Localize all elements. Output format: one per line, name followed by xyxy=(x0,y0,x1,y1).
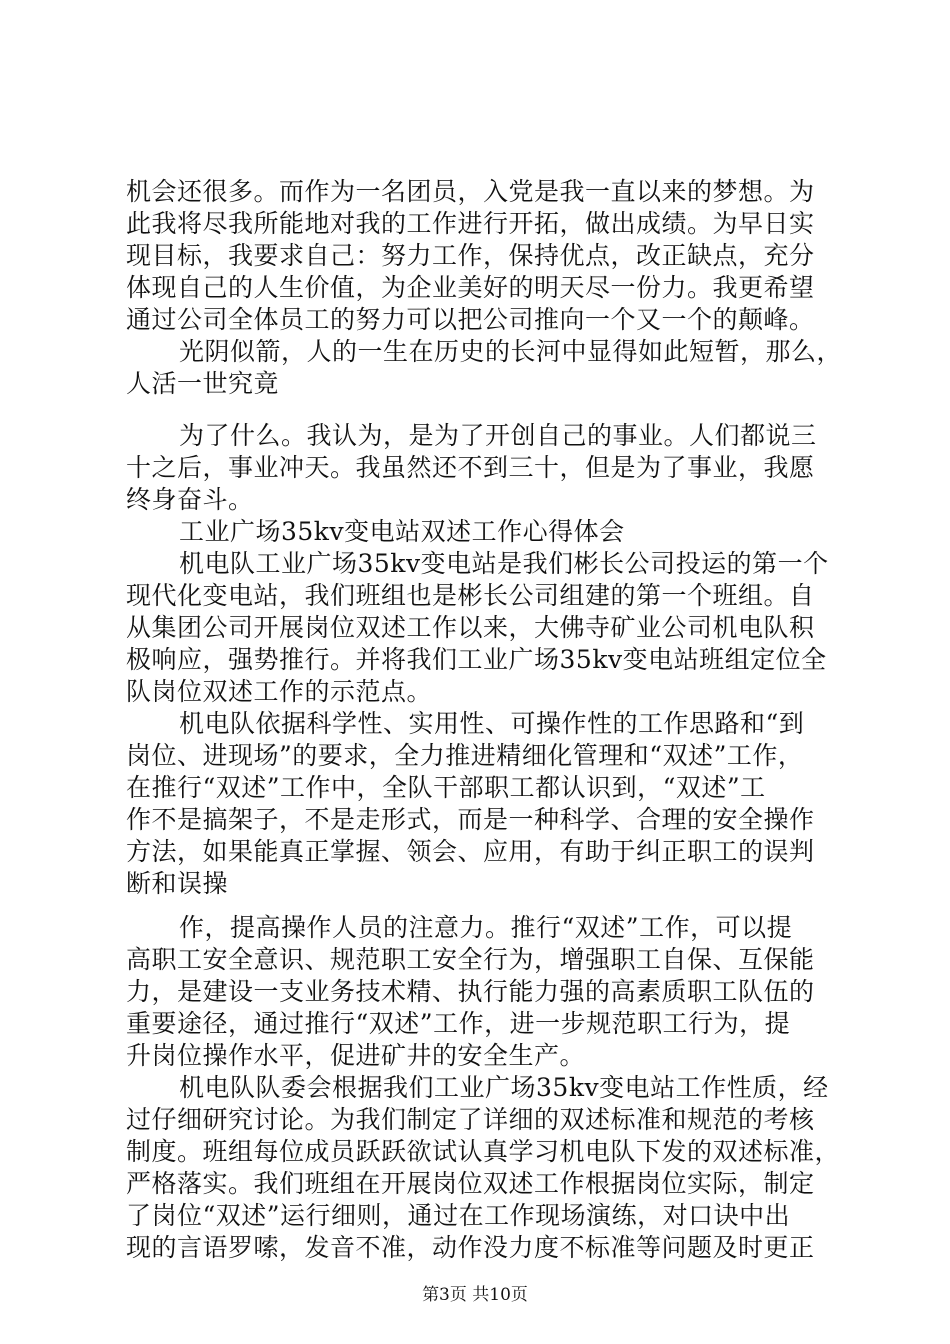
text-line: 严格落实。我们班组在开展岗位双述工作根据岗位实际，制定 xyxy=(126,1169,815,1198)
text-line: 力，是建设一支业务技术精、执行能力强的高素质职工队伍的 xyxy=(126,977,815,1006)
text-line: 为了什么。我认为，是为了开创自己的事业。人们都说三 xyxy=(179,421,817,450)
text-line: 极响应，强势推行。并将我们工业广场35kv变电站班组定位全 xyxy=(126,645,827,674)
text-line: 现的言语罗嗦，发音不准，动作没力度不标准等问题及时更正 xyxy=(126,1233,815,1262)
text-line: 制度。班组每位成员跃跃欲试认真学习机电队下发的双述标准， xyxy=(126,1137,841,1166)
text-line: 升岗位操作水平，促进矿井的安全生产。 xyxy=(126,1041,586,1070)
text-line: 作，提高操作人员的注意力。推行“双述”工作，可以提 xyxy=(179,913,793,942)
text-line: 机电队依据科学性、实用性、可操作性的工作思路和“到 xyxy=(179,709,805,738)
text-line: 岗位、进现场”的要求，全力推进精细化管理和“双述”工作， xyxy=(126,741,804,770)
text-line: 队岗位双述工作的示范点。 xyxy=(126,677,433,706)
text-line: 了岗位“双述”运行细则，通过在工作现场演练，对口诀中出 xyxy=(126,1201,791,1230)
text-line: 人活一世究竟 xyxy=(126,369,280,398)
text-line: 在推行“双述”工作中，全队干部职工都认识到，“双述”工 xyxy=(126,773,766,802)
text-line: 重要途径，通过推行“双述”工作，进一步规范职工行为，提 xyxy=(126,1009,791,1038)
text-line: 过仔细研究讨论。为我们制定了详细的双述标准和规范的考核 xyxy=(126,1105,815,1134)
text-line: 光阴似箭，人的一生在历史的长河中显得如此短暂，那么， xyxy=(179,337,843,366)
text-line: 高职工安全意识、规范职工安全行为，增强职工自保、互保能 xyxy=(126,945,815,974)
text-line: 机会还很多。而作为一名团员，入党是我一直以来的梦想。为 xyxy=(126,177,815,206)
text-line: 通过公司全体员工的努力可以把公司推向一个又一个的颠峰。 xyxy=(126,305,815,334)
page-number-footer: 第3页 共10页 xyxy=(422,1285,528,1305)
text-line: 方法，如果能真正掌握、领会、应用，有助于纠正职工的误判 xyxy=(126,837,815,866)
text-line: 断和误操 xyxy=(126,869,229,898)
text-line: 作不是搞架子，不是走形式，而是一种科学、合理的安全操作 xyxy=(126,805,815,834)
section-title: 工业广场35kv变电站双述工作心得体会 xyxy=(179,517,625,546)
text-line: 机电队工业广场35kv变电站是我们彬长公司投运的第一个 xyxy=(179,549,829,578)
text-line: 现目标，我要求自己：努力工作，保持优点，改正缺点，充分 xyxy=(126,241,815,270)
text-line: 终身奋斗。 xyxy=(126,485,254,514)
text-line: 从集团公司开展岗位双述工作以来，大佛寺矿业公司机电队积 xyxy=(126,613,815,642)
text-line: 现代化变电站，我们班组也是彬长公司组建的第一个班组。自 xyxy=(126,581,815,610)
text-line: 体现自己的人生价值，为企业美好的明天尽一份力。我更希望 xyxy=(126,273,815,302)
text-line: 机电队队委会根据我们工业广场35kv变电站工作性质，经 xyxy=(179,1073,829,1102)
text-line: 十之后，事业冲天。我虽然还不到三十，但是为了事业，我愿 xyxy=(126,453,815,482)
text-line: 此我将尽我所能地对我的工作进行开拓，做出成绩。为早日实 xyxy=(126,209,815,238)
